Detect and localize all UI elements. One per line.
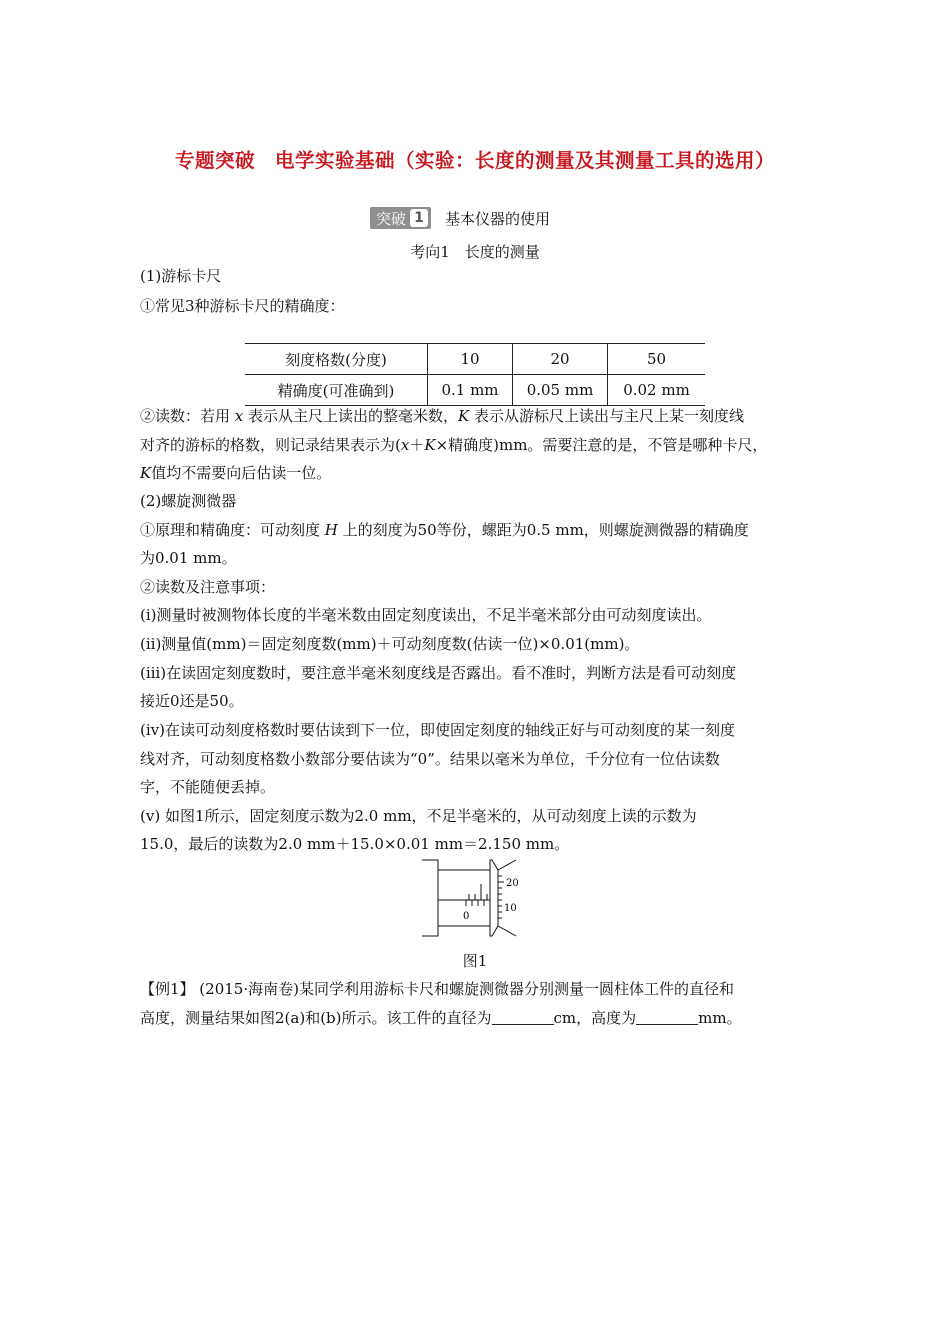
reading-line-1 [140, 402, 830, 431]
text-run: 表示从游标尺上读出与主尺上某一刻度线 [469, 407, 745, 425]
note-v-2: 15.0，最后的读数为2.0 mm＋15.0×0.01 mm＝2.150 mm。 [140, 835, 570, 853]
text-run: 值均不需要向后估读一位。 [151, 464, 332, 482]
text-run: 上的刻度为50等份，螺距为0.5 mm，则螺旋测微器的精确度 [337, 521, 749, 539]
text-run: 表示从主尺上读出的整毫米数， [243, 407, 459, 425]
label-0: 0 [463, 911, 470, 922]
example-line-2 [140, 1004, 830, 1033]
vernier-intro: ①常见3种游标卡尺的精确度： [140, 297, 345, 315]
note-i: (ⅰ)测量时被测物体长度的半毫米数由固定刻度读出，不足半毫米部分由可动刻度读出。 [140, 606, 712, 624]
note-iv-1: (ⅳ)在读可动刻度格数时要估读到下一位，即使固定刻度的轴线正好与可动刻度的某一刻度 [140, 721, 735, 739]
note-iv-3: 字，不能随便丢掉。 [140, 778, 276, 796]
var-k: K [458, 407, 470, 425]
section-badge [370, 207, 431, 229]
micrometer-heading: (2)螺旋测微器 [140, 492, 237, 510]
micrometer-figure [420, 856, 530, 940]
var-x: x [400, 436, 410, 454]
label-20: 20 [506, 878, 519, 889]
frame-outline [422, 860, 438, 936]
thimble-outline [490, 860, 498, 936]
answer-blank-diameter[interactable] [492, 1010, 554, 1025]
text-run: ①原理和精确度：可动刻度 [140, 521, 325, 539]
note-iv-2: 线对齐，可动刻度格数小数部分要估读为“0”。结果以毫米为单位，千分位有一位估读数 [140, 750, 720, 768]
table-cell: 20 [513, 344, 608, 375]
section-title: 基本仪器的使用 [445, 209, 551, 228]
figure-caption: 图1 [462, 952, 488, 970]
text-run: ＋ [409, 436, 425, 454]
example-line-1: 【例1】 (2015·海南卷)某同学利用游标卡尺和螺旋测微器分别测量一圆柱体工件的直径和 [140, 980, 734, 998]
table-row [245, 344, 705, 375]
answer-blank-height[interactable] [636, 1010, 698, 1025]
thimble-edge [498, 860, 516, 870]
table-cell: 精确度(可准确到) [245, 375, 428, 406]
principle-line-2: 为0.01 mm。 [140, 549, 237, 567]
reading-line-2 [140, 431, 830, 460]
label-10: 10 [504, 903, 517, 914]
var-k: K [424, 436, 436, 454]
table-cell: 刻度格数(分度) [245, 344, 428, 375]
note-v-1: (ⅴ) 如图1所示，固定刻度示数为2.0 mm，不足半毫米的，从可动刻度上读的示数为 [140, 807, 697, 825]
var-x: x [234, 407, 244, 425]
text-run: mm。 [698, 1009, 742, 1027]
subsection-title: 考向1 长度的测量 [410, 243, 540, 261]
principle-line-1 [140, 516, 830, 545]
table-cell: 0.1 mm [428, 375, 513, 406]
notes-heading: ②读数及注意事项： [140, 578, 276, 596]
text-run: 高度，测量结果如图2(a)和(b)所示。该工件的直径为 [140, 1009, 492, 1027]
table-cell: 0.05 mm [513, 375, 608, 406]
thimble-edge [498, 926, 516, 936]
var-h: H [324, 521, 338, 539]
table-row [245, 375, 705, 406]
var-k: K [140, 464, 152, 482]
text-run: ②读数：若用 [140, 407, 235, 425]
table-cell: 50 [608, 344, 706, 375]
vernier-heading: (1)游标卡尺 [140, 267, 222, 285]
text-run: cm，高度为 [553, 1009, 637, 1027]
table-cell: 10 [428, 344, 513, 375]
table-cell: 0.02 mm [608, 375, 706, 406]
section-header [370, 205, 550, 231]
reading-line-3 [140, 459, 830, 488]
note-iii-2: 接近0还是50。 [140, 692, 244, 710]
text-run: ×精确度)mm。需要注意的是，不管是哪种卡尺， [435, 436, 768, 454]
page-title: 专题突破 电学实验基础（实验：长度的测量及其测量工具的选用） [174, 149, 775, 172]
text-run: 对齐的游标的格数，则记录结果表示为( [140, 436, 401, 454]
note-ii: (ⅱ)测量值(mm)＝固定刻度数(mm)＋可动刻度数(估读一位)×0.01(mm)。 [140, 635, 640, 653]
badge-number: 1 [410, 209, 428, 227]
note-iii-1: (ⅲ)在读固定刻度数时，要注意半毫米刻度线是否露出。看不准时，判断方法是看可动刻度 [140, 664, 737, 682]
badge-label: 突破 [376, 209, 407, 228]
precision-table [245, 343, 705, 406]
